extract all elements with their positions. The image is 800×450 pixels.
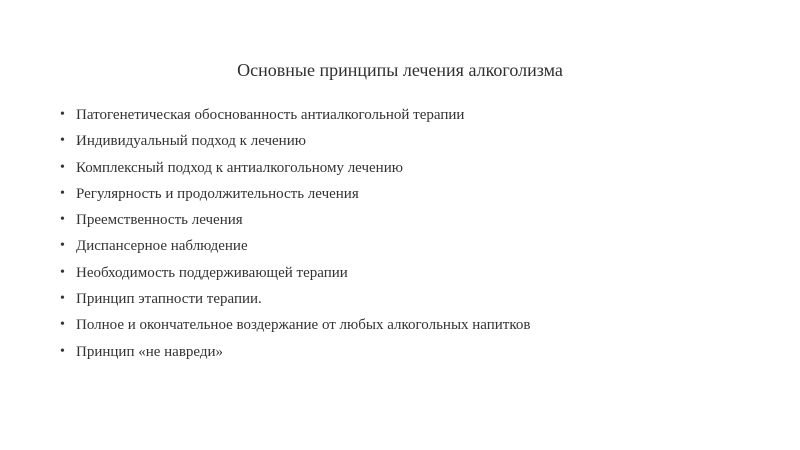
bullet-list bbox=[58, 105, 758, 368]
bullet-text: Необходимость поддерживающей терапии bbox=[76, 264, 348, 281]
bullet-text: Комплексный подход к антиалкогольному лечению bbox=[76, 159, 403, 176]
bullet-dot-icon: • bbox=[60, 159, 65, 175]
bullet-dot-icon: • bbox=[60, 343, 65, 359]
list-item bbox=[58, 236, 758, 262]
bullet-dot-icon: • bbox=[60, 291, 65, 307]
bullet-text: Полное и окончательное воздержание от любых алкогольных напитков bbox=[76, 317, 531, 334]
bullet-text: Индивидуальный подход к лечению bbox=[76, 133, 306, 150]
bullet-text: Принцип этапности терапии. bbox=[76, 291, 262, 308]
bullet-dot-icon: • bbox=[60, 107, 65, 122]
bullet-dot-icon: • bbox=[60, 185, 65, 201]
list-item bbox=[58, 315, 758, 341]
list-item bbox=[58, 342, 758, 368]
list-item bbox=[58, 210, 758, 236]
list-item bbox=[58, 263, 758, 289]
list-item bbox=[58, 184, 758, 210]
bullet-text: Патогенетическая обоснованность антиалкогольной терапии bbox=[76, 107, 465, 123]
bullet-text: Диспансерное наблюдение bbox=[76, 238, 248, 255]
bullet-dot-icon: • bbox=[60, 317, 65, 333]
bullet-text: Преемственность лечения bbox=[76, 212, 243, 229]
list-item bbox=[58, 131, 758, 157]
list-item bbox=[58, 105, 758, 131]
slide-title: Основные принципы лечения алкоголизма bbox=[237, 60, 563, 80]
bullet-text: Регулярность и продолжительность лечения bbox=[76, 185, 359, 202]
bullet-dot-icon: • bbox=[60, 238, 65, 254]
bullet-dot-icon: • bbox=[60, 212, 65, 228]
bullet-dot-icon: • bbox=[60, 133, 65, 149]
bullet-text: Принцип «не навреди» bbox=[76, 343, 224, 360]
list-item bbox=[58, 158, 758, 184]
bullet-dot-icon: • bbox=[60, 264, 65, 280]
list-item bbox=[58, 289, 758, 315]
